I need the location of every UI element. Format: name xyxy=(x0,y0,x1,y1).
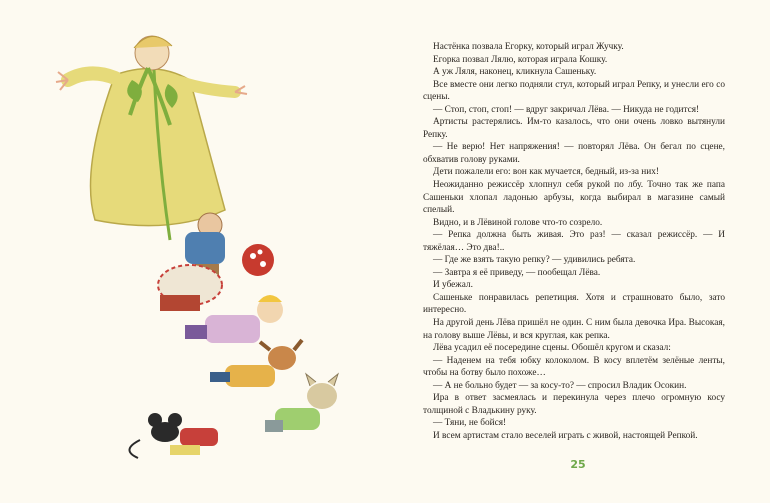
paragraph: И всем артистам стало веселей играть с живой, настоящей Репкой. xyxy=(433,430,698,441)
illustration-turnip-chain xyxy=(20,20,370,460)
girl-figure xyxy=(56,36,247,240)
paragraph: — Завтра я её приведу, — пообещал Лёва. xyxy=(433,267,601,278)
paragraph: Лёва усадил её посередине сцены. Обошёл кругом и сказал: xyxy=(433,343,671,354)
dog-figure xyxy=(210,340,302,387)
paragraph: — Где же взять такую репку? — удивились ребята. xyxy=(433,255,636,266)
paragraph: Видно, и в Лёвиной голове что-то созрело. xyxy=(433,217,603,228)
paragraph: — Тяни, не бойся! xyxy=(433,418,507,429)
paragraph: — А не больно будет — за косу-то? — спросил Владик Осокин. xyxy=(433,380,687,391)
paragraph: Все вместе они легко подняли стул, который играл Репку, и унесли его со сцены. xyxy=(423,79,725,103)
paragraph: Егорка позвал Лялю, которая играла Кошку. xyxy=(433,54,608,65)
paragraph: — Репка должна быть живая. Это раз! — сказал режиссёр. — И тяжёлая… Это два!.. xyxy=(423,230,725,253)
paragraph: Дети пожалели его: вон как мучается, бедный, из-за них! xyxy=(433,167,659,178)
cat-figure xyxy=(265,374,338,432)
paragraph: И убежал. xyxy=(433,280,473,291)
mouse-figure xyxy=(129,413,218,458)
paragraph: А уж Ляля, наконец, кликнула Сашеньку. xyxy=(433,67,597,78)
paragraph: Артисты растерялись. Им-то казалось, что они очень ловко вытянули Репку. xyxy=(423,117,725,140)
paragraph: Настёнка позвала Егорку, который играл Жучку. xyxy=(433,42,624,52)
paragraph: На другой день Лёва пришёл не один. С ним была девочка Ира. Высокая, на голову выше Лёвы, и вся круглая, как репка. xyxy=(423,318,725,341)
paragraph: — Стоп, стоп, стоп! — вдруг закричал Лёва. — Никуда не годится! xyxy=(433,104,700,115)
paragraph: — Не верю! Нет напряжения! — повторял Лёва. Он бегал по сцене, обхватив голову руками. xyxy=(423,142,725,165)
paragraph: Ира в ответ засмеялась и перекинула через плечо огромную косу толщиной с Владькину руку. xyxy=(423,393,725,416)
paragraph: Неожиданно режиссёр хлопнул себя рукой по лбу. Точно так же папа Сашеньки хлопал ладонью арбузы, когда выбирал в магазине самый спелый. xyxy=(423,180,725,216)
page-number: 25 xyxy=(570,458,586,471)
story-text xyxy=(423,41,725,443)
paragraph: Сашеньке понравилась репетиция. Хотя и страшновато было, зато интересно. xyxy=(423,292,725,316)
paragraph: — Наденем на тебя юбку колоколом. В косу вплетём зелёные ленты, чтобы на ботву было похоже… xyxy=(423,355,725,379)
